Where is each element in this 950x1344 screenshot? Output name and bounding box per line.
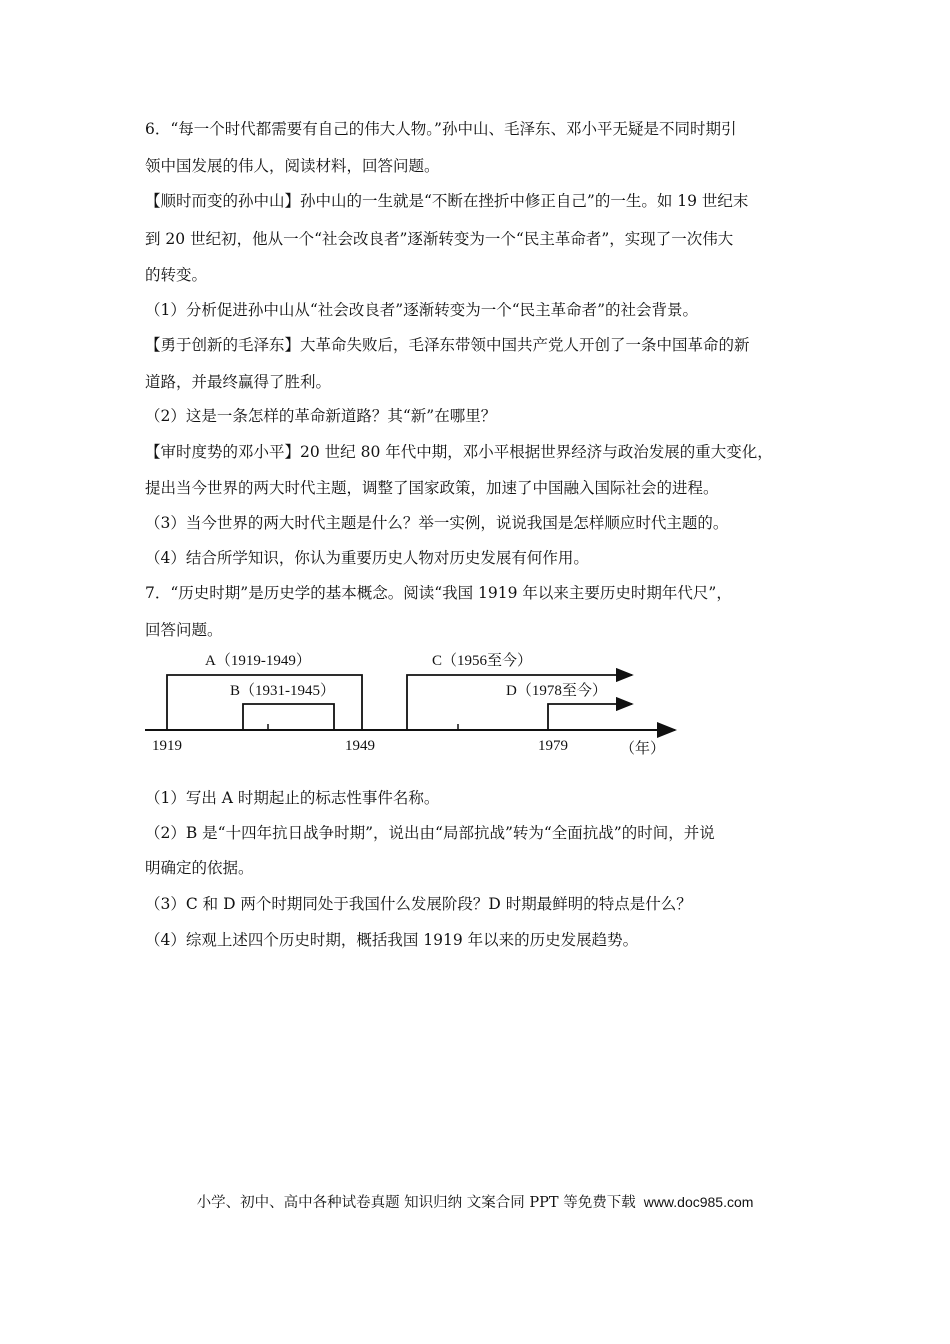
- period-b-bracket: [243, 704, 334, 730]
- q7-line: 7．“历史时期”是历史学的基本概念。阅读“我国 1919 年以来主要历史时期年代尺”，: [145, 584, 732, 602]
- footer-text: 小学、初中、高中各种试卷真题 知识归纳 文案合同 PPT 等免费下载: [196, 1195, 636, 1211]
- period-a-label: A（1919-1949）: [205, 653, 311, 669]
- q6-line: 到 20 世纪初，他从一个“社会改良者”逐渐转变为一个“民主革命者”，实现了一次伟大: [145, 230, 734, 248]
- q6-line: 提出当今世界的两大时代主题，调整了国家政策，加速了中国融入国际社会的进程。: [145, 479, 719, 497]
- tick-label-1919: 1919: [152, 738, 182, 754]
- q6-line: 【审时度势的邓小平】20 世纪 80 年代中期，邓小平根据世界经济与政治发展的重大变化，: [145, 443, 773, 461]
- q6-sub1: （1）分析促进孙中山从“社会改良者”逐渐转变为一个“民主革命者”的社会背景。: [145, 301, 699, 319]
- q6-sub2: （2）这是一条怎样的革命新道路？其“新”在哪里？: [145, 407, 497, 425]
- q7-sub2-cont: 明确定的依据。: [145, 859, 254, 877]
- tick-label-1979: 1979: [538, 738, 568, 754]
- q7-sub1: （1）写出 A 时期起止的标志性事件名称。: [145, 789, 440, 807]
- period-b-label: B（1931-1945）: [230, 683, 336, 699]
- q6-line: 【顺时而变的孙中山】孙中山的一生就是“不断在挫折中修正自己”的一生。如 19 世纪末: [145, 192, 749, 210]
- history-timeline-diagram: [140, 643, 700, 763]
- q6-line: 的转变。: [145, 266, 208, 284]
- q6-line: 6．“每一个时代都需要有自己的伟大人物。”孙中山、毛泽东、邓小平无疑是不同时期引: [145, 120, 737, 138]
- q6-sub3: （3）当今世界的两大时代主题是什么？举一实例，说说我国是怎样顺应时代主题的。: [145, 514, 729, 532]
- page-footer: [0, 1191, 950, 1212]
- footer-url[interactable]: www.doc985.com: [643, 1194, 754, 1210]
- q6-line: 领中国发展的伟人，阅读材料，回答问题。: [145, 157, 440, 175]
- q7-sub3: （3）C 和 D 两个时期同处于我国什么发展阶段？D 时期最鲜明的特点是什么？: [145, 895, 692, 913]
- q6-line: 道路，并最终赢得了胜利。: [145, 373, 332, 391]
- q7-sub4: （4）综观上述四个历史时期，概括我国 1919 年以来的历史发展趋势。: [145, 931, 639, 949]
- period-d-label: D（1978至今）: [506, 683, 607, 699]
- period-d-arrow: [548, 704, 632, 730]
- period-c-label: C（1956至今）: [432, 653, 533, 669]
- q6-sub4: （4）结合所学知识，你认为重要历史人物对历史发展有何作用。: [145, 549, 589, 567]
- q6-line: 【勇于创新的毛泽东】大革命失败后，毛泽东带领中国共产党人开创了一条中国革命的新: [145, 336, 750, 354]
- tick-label-1949: 1949: [345, 738, 375, 754]
- q7-sub2: （2）B 是“十四年抗日战争时期”，说出由“局部抗战”转为“全面抗战”的时间，并说: [145, 824, 715, 842]
- axis-unit-label: （年）: [620, 741, 666, 757]
- q7-line: 回答问题。: [145, 621, 223, 639]
